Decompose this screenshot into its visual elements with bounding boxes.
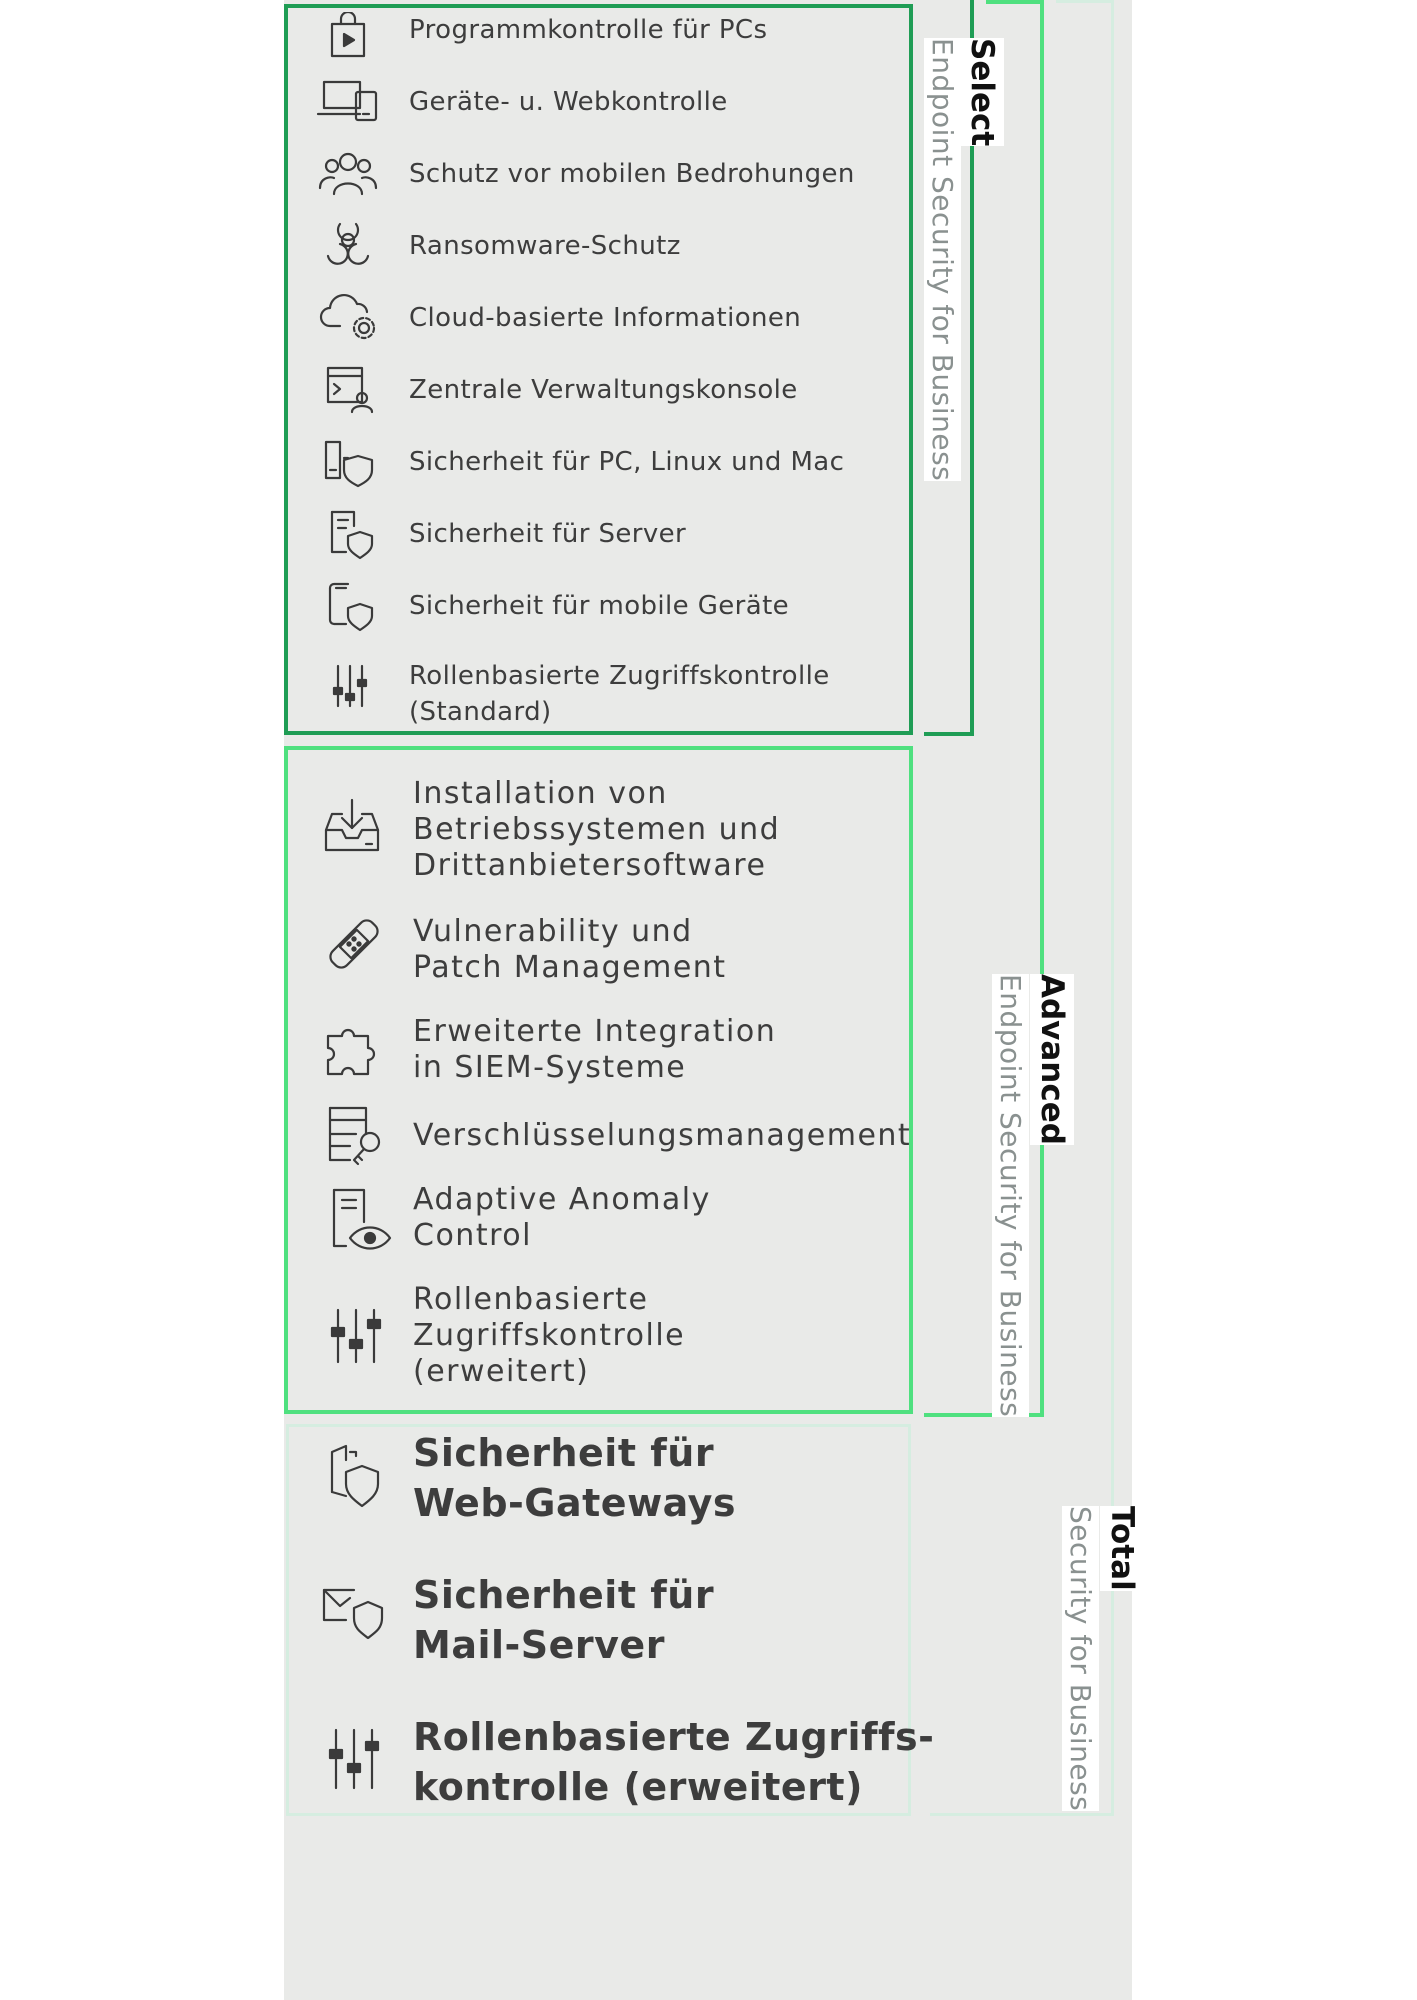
total-tier-name: Total	[1100, 1506, 1144, 1591]
total-tier-subtitle: Security for Business	[1064, 1506, 1097, 1812]
select-item-label: Programmkontrolle für PCs	[409, 15, 768, 45]
advanced-tier-subtitle: Endpoint Security for Business	[994, 974, 1027, 1418]
gateway-shield-icon	[320, 1442, 384, 1510]
shopping-bag-play-icon	[326, 12, 370, 58]
biohazard-icon	[320, 216, 376, 268]
advanced-item-label: Installation von Betriebssystemen und Drittanbietersoftware	[413, 776, 781, 883]
console-user-icon	[324, 364, 376, 414]
cloud-gear-icon	[318, 290, 380, 342]
select-item-label: Sicherheit für mobile Geräte	[409, 591, 790, 621]
select-tier-subtitle: Endpoint Security for Business	[926, 38, 959, 482]
select-item-label: Sicherheit für PC, Linux und Mac	[409, 447, 845, 477]
server-shield-icon	[326, 508, 376, 560]
laptop-device-icon	[316, 78, 380, 124]
advanced-item-label: Adaptive Anomaly Control	[413, 1182, 711, 1253]
total-item-label: Rollenbasierte Zugriffs- kontrolle (erweitert)	[413, 1715, 935, 1809]
advanced-item-label: Vulnerability und Patch Management	[413, 914, 727, 985]
users-group-icon	[316, 148, 380, 198]
advanced-item-label: Rollenbasierte Zugriffskontrolle (erweitert)	[413, 1282, 686, 1389]
sliders-icon	[326, 1726, 384, 1792]
bandage-icon	[322, 912, 386, 976]
document-eye-icon	[330, 1186, 392, 1254]
select-item-label: Sicherheit für Server	[409, 519, 687, 549]
sliders-icon	[330, 662, 370, 710]
advanced-item-label: Verschlüsselungsmanagement	[413, 1118, 912, 1153]
select-item-label: Ransomware-Schutz	[409, 231, 681, 261]
advanced-tier-name: Advanced	[1030, 974, 1074, 1145]
pc-shield-icon	[322, 438, 378, 488]
advanced-item-label: Erweiterte Integration in SIEM-Systeme	[413, 1014, 777, 1085]
select-item-label: Schutz vor mobilen Bedrohungen	[409, 159, 855, 189]
select-tier-name: Select	[960, 38, 1004, 146]
advanced-bracket-top-tick	[1056, 0, 1112, 3]
mobile-shield-icon	[326, 580, 376, 632]
total-item-label: Sicherheit für Mail-Server	[413, 1573, 715, 1667]
total-item-label: Sicherheit für Web-Gateways	[413, 1431, 737, 1525]
mail-shield-icon	[320, 1584, 386, 1642]
document-key-icon	[326, 1104, 388, 1168]
select-item-label: Rollenbasierte Zugriffskontrolle (Standard)	[409, 661, 830, 727]
select-item-label: Cloud-basierte Informationen	[409, 303, 802, 333]
select-item-label: Geräte- u. Webkontrolle	[409, 87, 728, 117]
tray-download-icon	[322, 796, 382, 854]
select-item-label: Zentrale Verwaltungskonsole	[409, 375, 798, 405]
puzzle-icon	[318, 1018, 382, 1082]
sliders-icon	[328, 1306, 384, 1366]
